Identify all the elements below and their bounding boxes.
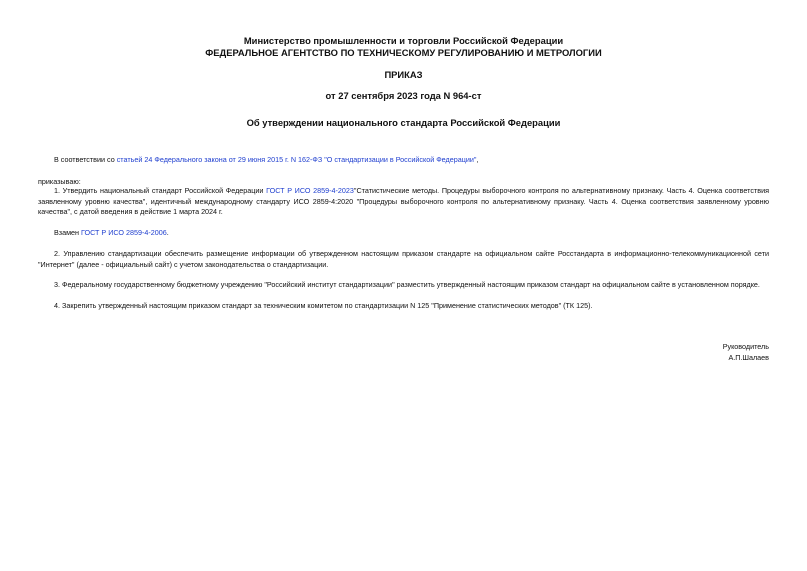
item-3-paragraph: 3. Федеральному государственному бюджетному учреждению "Российский институт стандартизации" разместить утвержденный настоящим приказом стандарт на официальном сайте в установленном порядке.: [54, 280, 760, 289]
item-1-text: "Статистические методы. Процедуры выборочного контроля по альтернативному признаку. Часть 4. Оценка соответствия заявленному уровню качества", идентичный международному стандарту ИСО 2859-4:2020 "Процедуры выборочного контроля по альтернативному признаку. Часть 4. Оценка соответствия заявленному уровню качества", с датой введения в действие 1 марта 2024 г.: [38, 186, 769, 216]
gost-2006-link[interactable]: ГОСТ Р ИСО 2859-4-2006: [81, 228, 167, 237]
basis-suffix: ,: [476, 155, 479, 164]
federal-law-link[interactable]: статьей 24 Федерального закона от 29 июня 2015 г. N 162-ФЗ "О стандартизации в Российской Федерации": [116, 155, 477, 164]
document-title: Об утверждении национального стандарта Российской Федерации: [246, 117, 561, 128]
replaced-prefix: Взамен: [54, 228, 81, 237]
item-1-prefix: 1. Утвердить национальный стандарт Российской Федерации: [54, 186, 267, 195]
signature-role: Руководитель: [722, 342, 769, 351]
document-type: ПРИКАЗ: [384, 69, 423, 80]
replaced-paragraph: [38, 228, 769, 239]
signature-name: А.П.Шалаев: [728, 353, 769, 362]
basis-prefix: В соответствии со: [54, 155, 117, 164]
replaced-suffix: .: [166, 228, 169, 237]
ministry-name: Министерство промышленности и торговли Российской Федерации: [243, 35, 564, 46]
agency-name: ФЕДЕРАЛЬНОЕ АГЕНТСТВО ПО ТЕХНИЧЕСКОМУ РЕГУЛИРОВАНИЮ И МЕТРОЛОГИИ: [205, 47, 602, 58]
document-date-number: от 27 сентября 2023 года N 964-ст: [325, 90, 482, 101]
item-2-paragraph: 2. Управлению стандартизации обеспечить размещение информации об утвержденном настоящим приказом стандарте на официальном сайте Росстандарта в информационно-телекоммуникационной сети "Интернет" (далее - официальный сайт) с учетом законодательства о стандартизации.: [38, 249, 769, 269]
item-1-paragraph: [38, 186, 769, 218]
order-word: приказываю:: [38, 177, 81, 186]
item-4-paragraph: 4. Закрепить утвержденный настоящим приказом стандарт за техническим комитетом по стандартизации N 125 "Применение статистических методов" (ТК 125).: [54, 301, 593, 310]
basis-paragraph: [38, 155, 769, 166]
gost-2023-link[interactable]: ГОСТ Р ИСО 2859-4-2023: [266, 186, 354, 195]
